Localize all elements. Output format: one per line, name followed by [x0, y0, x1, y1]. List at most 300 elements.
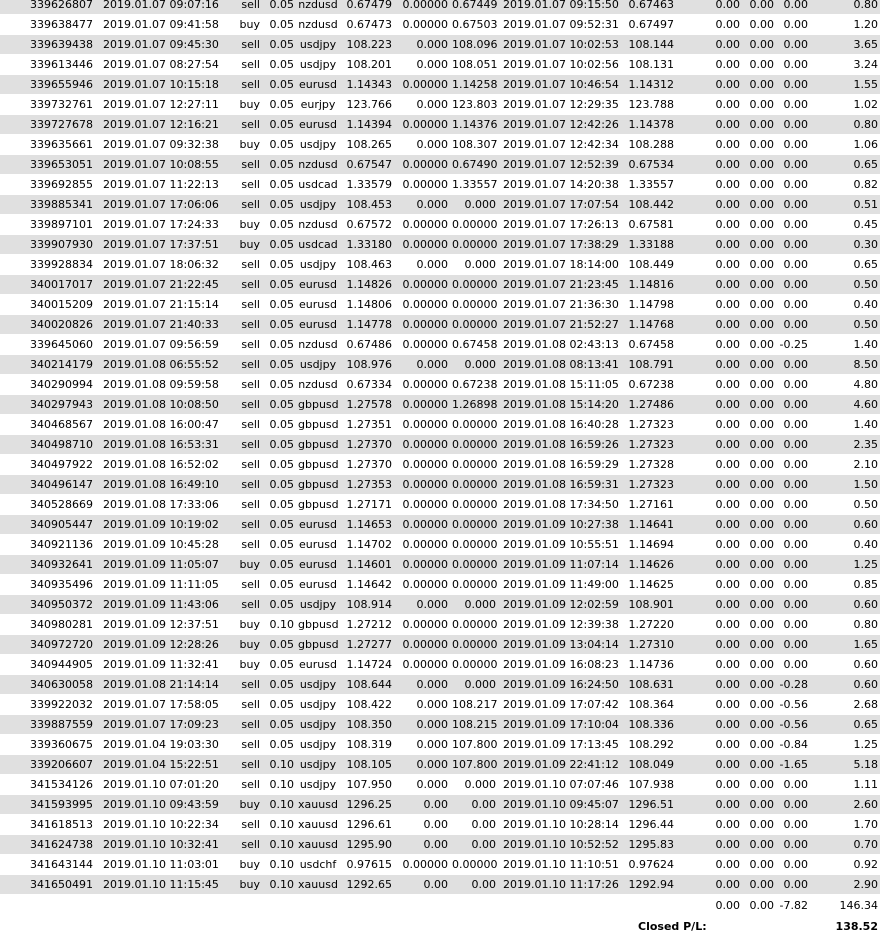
commission-cell: 0.00 — [676, 355, 742, 375]
open-time-cell: 2019.01.07 21:40:33 — [98, 315, 224, 335]
sl-cell: 0.00000 — [394, 315, 450, 335]
profit-cell: 1.20 — [810, 15, 880, 35]
close-time-cell: 2019.01.08 02:43:13 — [498, 335, 624, 355]
type-cell: buy — [224, 615, 262, 635]
commission-cell: 0.00 — [676, 135, 742, 155]
table-row — [0, 115, 880, 135]
open-price-cell: 1.27171 — [340, 495, 394, 515]
tp-cell: 108.096 — [450, 35, 498, 55]
ticket-cell: 340950372 — [0, 595, 98, 615]
swap-cell: 0.00 — [776, 555, 810, 575]
table-row — [0, 775, 880, 795]
item-cell: eurusd — [296, 315, 340, 335]
close-time-cell: 2019.01.07 18:14:00 — [498, 255, 624, 275]
ticket-cell: 339206607 — [0, 755, 98, 775]
taxes-cell: 0.00 — [742, 515, 776, 535]
open-time-cell: 2019.01.07 10:15:18 — [98, 75, 224, 95]
close-price-cell: 0.67463 — [624, 0, 676, 15]
ticket-cell: 340297943 — [0, 395, 98, 415]
swap-cell: 0.00 — [776, 295, 810, 315]
size-cell: 0.10 — [262, 795, 296, 815]
item-cell: xauusd — [296, 835, 340, 855]
commission-cell: 0.00 — [676, 15, 742, 35]
size-cell: 0.10 — [262, 815, 296, 835]
ticket-cell: 339613446 — [0, 55, 98, 75]
taxes-cell: 0.00 — [742, 615, 776, 635]
size-cell: 0.05 — [262, 375, 296, 395]
open-time-cell: 2019.01.09 12:28:26 — [98, 635, 224, 655]
profit-cell: 0.85 — [810, 575, 880, 595]
size-cell: 0.10 — [262, 615, 296, 635]
open-price-cell: 1.27370 — [340, 455, 394, 475]
swap-cell: 0.00 — [776, 795, 810, 815]
sl-cell: 0.00000 — [394, 395, 450, 415]
taxes-cell: 0.00 — [742, 175, 776, 195]
close-price-cell: 1.33557 — [624, 175, 676, 195]
profit-cell: 0.51 — [810, 195, 880, 215]
item-cell: usdjpy — [296, 135, 340, 155]
swap-cell: 0.00 — [776, 655, 810, 675]
profit-cell: 0.60 — [810, 675, 880, 695]
close-price-cell: 108.449 — [624, 255, 676, 275]
tp-cell: 0.00 — [450, 795, 498, 815]
tp-cell: 0.00000 — [450, 415, 498, 435]
close-time-cell: 2019.01.07 12:52:39 — [498, 155, 624, 175]
open-price-cell: 123.766 — [340, 95, 394, 115]
ticket-cell: 339626807 — [0, 0, 98, 15]
type-cell: sell — [224, 175, 262, 195]
tp-cell: 108.215 — [450, 715, 498, 735]
type-cell: sell — [224, 355, 262, 375]
ticket-cell: 339639438 — [0, 35, 98, 55]
close-time-cell: 2019.01.09 12:02:59 — [498, 595, 624, 615]
commission-cell: 0.00 — [676, 295, 742, 315]
item-cell: eurusd — [296, 575, 340, 595]
profit-cell: 2.35 — [810, 435, 880, 455]
open-time-cell: 2019.01.10 07:01:20 — [98, 775, 224, 795]
table-row — [0, 295, 880, 315]
item-cell: gbpusd — [296, 435, 340, 455]
table-row — [0, 455, 880, 475]
open-time-cell: 2019.01.10 10:22:34 — [98, 815, 224, 835]
empty-cell — [262, 916, 296, 935]
taxes-cell: 0.00 — [742, 555, 776, 575]
table-row — [0, 355, 880, 375]
close-price-cell: 1.14641 — [624, 515, 676, 535]
close-time-cell: 2019.01.09 10:27:38 — [498, 515, 624, 535]
tp-cell: 108.307 — [450, 135, 498, 155]
commission-cell: 0.00 — [676, 335, 742, 355]
type-cell: buy — [224, 555, 262, 575]
open-price-cell: 1.27351 — [340, 415, 394, 435]
sl-cell: 0.000 — [394, 355, 450, 375]
taxes-cell: 0.00 — [742, 535, 776, 555]
item-cell: usdjpy — [296, 355, 340, 375]
close-time-cell: 2019.01.09 16:24:50 — [498, 675, 624, 695]
size-cell: 0.05 — [262, 655, 296, 675]
commission-cell: 0.00 — [676, 475, 742, 495]
close-time-cell: 2019.01.07 10:02:53 — [498, 35, 624, 55]
empty-cell — [0, 895, 98, 916]
close-price-cell: 108.901 — [624, 595, 676, 615]
size-cell: 0.05 — [262, 675, 296, 695]
close-time-cell: 2019.01.08 08:13:41 — [498, 355, 624, 375]
swap-cell: 0.00 — [776, 355, 810, 375]
type-cell: sell — [224, 335, 262, 355]
swap-cell: -0.25 — [776, 335, 810, 355]
sl-cell: 0.00000 — [394, 155, 450, 175]
taxes-cell: 0.00 — [742, 35, 776, 55]
open-price-cell: 108.319 — [340, 735, 394, 755]
sl-cell: 0.000 — [394, 55, 450, 75]
swap-cell: 0.00 — [776, 475, 810, 495]
table-row — [0, 575, 880, 595]
empty-cell — [776, 916, 810, 935]
taxes-cell: 0.00 — [742, 375, 776, 395]
total-swap: -7.82 — [776, 895, 810, 916]
item-cell: usdjpy — [296, 695, 340, 715]
item-cell: gbpusd — [296, 635, 340, 655]
item-cell: gbpusd — [296, 615, 340, 635]
empty-cell — [224, 916, 262, 935]
open-price-cell: 108.976 — [340, 355, 394, 375]
size-cell: 0.05 — [262, 95, 296, 115]
close-time-cell: 2019.01.08 16:59:31 — [498, 475, 624, 495]
profit-cell: 0.65 — [810, 255, 880, 275]
open-time-cell: 2019.01.09 11:05:07 — [98, 555, 224, 575]
open-time-cell: 2019.01.07 08:27:54 — [98, 55, 224, 75]
sl-cell: 0.00000 — [394, 75, 450, 95]
open-time-cell: 2019.01.04 15:22:51 — [98, 755, 224, 775]
swap-cell: 0.00 — [776, 815, 810, 835]
close-time-cell: 2019.01.09 13:04:14 — [498, 635, 624, 655]
commission-cell: 0.00 — [676, 255, 742, 275]
ticket-cell: 339360675 — [0, 735, 98, 755]
item-cell: nzdusd — [296, 155, 340, 175]
open-time-cell: 2019.01.07 17:37:51 — [98, 235, 224, 255]
commission-cell: 0.00 — [676, 595, 742, 615]
type-cell: sell — [224, 0, 262, 15]
profit-cell: 0.92 — [810, 855, 880, 875]
open-time-cell: 2019.01.07 17:06:06 — [98, 195, 224, 215]
size-cell: 0.05 — [262, 195, 296, 215]
taxes-cell: 0.00 — [742, 15, 776, 35]
table-row — [0, 475, 880, 495]
sl-cell: 0.00000 — [394, 495, 450, 515]
ticket-cell: 340630058 — [0, 675, 98, 695]
profit-cell: 4.80 — [810, 375, 880, 395]
open-price-cell: 1.27277 — [340, 635, 394, 655]
closed-pl-label: Closed P/L: — [624, 916, 742, 935]
close-time-cell: 2019.01.10 10:52:52 — [498, 835, 624, 855]
open-price-cell: 0.67334 — [340, 375, 394, 395]
open-time-cell: 2019.01.10 11:15:45 — [98, 875, 224, 895]
ticket-cell: 340017017 — [0, 275, 98, 295]
open-time-cell: 2019.01.10 11:03:01 — [98, 855, 224, 875]
taxes-cell: 0.00 — [742, 655, 776, 675]
close-time-cell: 2019.01.08 17:34:50 — [498, 495, 624, 515]
commission-cell: 0.00 — [676, 235, 742, 255]
sl-cell: 0.000 — [394, 95, 450, 115]
commission-cell: 0.00 — [676, 455, 742, 475]
item-cell: usdcad — [296, 175, 340, 195]
open-time-cell: 2019.01.09 10:19:02 — [98, 515, 224, 535]
swap-cell: 0.00 — [776, 235, 810, 255]
ticket-cell: 339692855 — [0, 175, 98, 195]
open-price-cell: 0.67479 — [340, 0, 394, 15]
profit-cell: 0.80 — [810, 0, 880, 15]
profit-cell: 5.18 — [810, 755, 880, 775]
item-cell: eurusd — [296, 115, 340, 135]
ticket-cell: 339928834 — [0, 255, 98, 275]
item-cell: nzdusd — [296, 335, 340, 355]
open-time-cell: 2019.01.07 17:24:33 — [98, 215, 224, 235]
size-cell: 0.05 — [262, 295, 296, 315]
close-time-cell: 2019.01.07 21:23:45 — [498, 275, 624, 295]
taxes-cell: 0.00 — [742, 295, 776, 315]
swap-cell: 0.00 — [776, 255, 810, 275]
type-cell: sell — [224, 35, 262, 55]
size-cell: 0.05 — [262, 435, 296, 455]
profit-cell: 0.60 — [810, 515, 880, 535]
ticket-cell: 340015209 — [0, 295, 98, 315]
swap-cell: 0.00 — [776, 395, 810, 415]
open-price-cell: 1.14601 — [340, 555, 394, 575]
profit-cell: 0.40 — [810, 295, 880, 315]
empty-cell — [624, 895, 676, 916]
item-cell: gbpusd — [296, 395, 340, 415]
commission-cell: 0.00 — [676, 575, 742, 595]
commission-cell: 0.00 — [676, 415, 742, 435]
close-price-cell: 1.14816 — [624, 275, 676, 295]
ticket-cell: 340290994 — [0, 375, 98, 395]
open-time-cell: 2019.01.07 17:09:23 — [98, 715, 224, 735]
table-row — [0, 515, 880, 535]
open-price-cell: 1.14653 — [340, 515, 394, 535]
ticket-cell: 340972720 — [0, 635, 98, 655]
table-row — [0, 595, 880, 615]
close-price-cell: 1.27328 — [624, 455, 676, 475]
tp-cell: 0.00000 — [450, 295, 498, 315]
table-row — [0, 15, 880, 35]
close-price-cell: 1.14694 — [624, 535, 676, 555]
open-time-cell: 2019.01.08 17:33:06 — [98, 495, 224, 515]
close-time-cell: 2019.01.10 11:10:51 — [498, 855, 624, 875]
size-cell: 0.05 — [262, 35, 296, 55]
open-price-cell: 1.33180 — [340, 235, 394, 255]
tp-cell: 107.800 — [450, 735, 498, 755]
swap-cell: 0.00 — [776, 775, 810, 795]
empty-cell — [742, 916, 776, 935]
tp-cell: 123.803 — [450, 95, 498, 115]
taxes-cell: 0.00 — [742, 815, 776, 835]
tp-cell: 0.00000 — [450, 655, 498, 675]
ticket-cell: 341593995 — [0, 795, 98, 815]
type-cell: buy — [224, 875, 262, 895]
close-price-cell: 0.97624 — [624, 855, 676, 875]
type-cell: sell — [224, 715, 262, 735]
item-cell: usdjpy — [296, 675, 340, 695]
taxes-cell: 0.00 — [742, 475, 776, 495]
total-profit: 146.34 — [810, 895, 880, 916]
taxes-cell: 0.00 — [742, 835, 776, 855]
table-row — [0, 855, 880, 875]
size-cell: 0.05 — [262, 55, 296, 75]
swap-cell: 0.00 — [776, 75, 810, 95]
swap-cell: 0.00 — [776, 515, 810, 535]
size-cell: 0.05 — [262, 455, 296, 475]
empty-cell — [498, 895, 624, 916]
open-time-cell: 2019.01.07 12:16:21 — [98, 115, 224, 135]
table-row — [0, 495, 880, 515]
sl-cell: 0.000 — [394, 735, 450, 755]
item-cell: eurjpy — [296, 95, 340, 115]
profit-cell: 1.70 — [810, 815, 880, 835]
open-time-cell: 2019.01.07 09:41:58 — [98, 15, 224, 35]
size-cell: 0.05 — [262, 135, 296, 155]
swap-cell: 0.00 — [776, 375, 810, 395]
open-price-cell: 108.105 — [340, 755, 394, 775]
size-cell: 0.05 — [262, 235, 296, 255]
ticket-cell: 341624738 — [0, 835, 98, 855]
size-cell: 0.05 — [262, 355, 296, 375]
commission-cell: 0.00 — [676, 375, 742, 395]
taxes-cell: 0.00 — [742, 455, 776, 475]
table-row — [0, 35, 880, 55]
size-cell: 0.05 — [262, 535, 296, 555]
open-price-cell: 1.27212 — [340, 615, 394, 635]
empty-cell — [98, 895, 224, 916]
swap-cell: 0.00 — [776, 55, 810, 75]
profit-cell: 0.50 — [810, 275, 880, 295]
tp-cell: 0.000 — [450, 675, 498, 695]
open-time-cell: 2019.01.04 19:03:30 — [98, 735, 224, 755]
sl-cell: 0.00000 — [394, 375, 450, 395]
size-cell: 0.05 — [262, 735, 296, 755]
ticket-cell: 339635661 — [0, 135, 98, 155]
open-time-cell: 2019.01.09 12:37:51 — [98, 615, 224, 635]
open-price-cell: 108.463 — [340, 255, 394, 275]
open-time-cell: 2019.01.07 09:45:30 — [98, 35, 224, 55]
swap-cell: 0.00 — [776, 35, 810, 55]
table-row — [0, 315, 880, 335]
size-cell: 0.05 — [262, 15, 296, 35]
item-cell: nzdusd — [296, 375, 340, 395]
profit-cell: 0.60 — [810, 655, 880, 675]
taxes-cell: 0.00 — [742, 575, 776, 595]
type-cell: sell — [224, 75, 262, 95]
item-cell: gbpusd — [296, 475, 340, 495]
commission-cell: 0.00 — [676, 555, 742, 575]
swap-cell: -0.56 — [776, 695, 810, 715]
tp-cell: 108.217 — [450, 695, 498, 715]
commission-cell: 0.00 — [676, 815, 742, 835]
tp-cell: 0.00000 — [450, 495, 498, 515]
ticket-cell: 339655946 — [0, 75, 98, 95]
taxes-cell: 0.00 — [742, 0, 776, 15]
close-time-cell: 2019.01.08 16:59:26 — [498, 435, 624, 455]
sl-cell: 0.000 — [394, 35, 450, 55]
open-price-cell: 1.27370 — [340, 435, 394, 455]
open-time-cell: 2019.01.07 09:32:38 — [98, 135, 224, 155]
type-cell: sell — [224, 415, 262, 435]
close-time-cell: 2019.01.08 15:14:20 — [498, 395, 624, 415]
close-price-cell: 0.67238 — [624, 375, 676, 395]
type-cell: sell — [224, 575, 262, 595]
size-cell: 0.05 — [262, 255, 296, 275]
size-cell: 0.05 — [262, 115, 296, 135]
swap-cell: 0.00 — [776, 115, 810, 135]
close-price-cell: 108.131 — [624, 55, 676, 75]
open-price-cell: 107.950 — [340, 775, 394, 795]
commission-cell: 0.00 — [676, 635, 742, 655]
table-row — [0, 675, 880, 695]
tp-cell: 0.00000 — [450, 475, 498, 495]
tp-cell: 0.67458 — [450, 335, 498, 355]
commission-cell: 0.00 — [676, 675, 742, 695]
swap-cell: 0.00 — [776, 875, 810, 895]
close-price-cell: 1.14626 — [624, 555, 676, 575]
commission-cell: 0.00 — [676, 495, 742, 515]
table-row — [0, 635, 880, 655]
swap-cell: -0.84 — [776, 735, 810, 755]
commission-cell: 0.00 — [676, 615, 742, 635]
table-row — [0, 155, 880, 175]
size-cell: 0.05 — [262, 555, 296, 575]
close-time-cell: 2019.01.09 17:10:04 — [498, 715, 624, 735]
item-cell: usdjpy — [296, 35, 340, 55]
open-time-cell: 2019.01.08 16:52:02 — [98, 455, 224, 475]
swap-cell: 0.00 — [776, 0, 810, 15]
open-price-cell: 108.350 — [340, 715, 394, 735]
close-time-cell: 2019.01.10 11:17:26 — [498, 875, 624, 895]
total-taxes: 0.00 — [742, 895, 776, 916]
profit-cell: 3.65 — [810, 35, 880, 55]
table-row — [0, 55, 880, 75]
sl-cell: 0.000 — [394, 775, 450, 795]
close-price-cell: 123.788 — [624, 95, 676, 115]
commission-cell: 0.00 — [676, 855, 742, 875]
sl-cell: 0.00000 — [394, 0, 450, 15]
ticket-cell: 340214179 — [0, 355, 98, 375]
ticket-cell: 341650491 — [0, 875, 98, 895]
size-cell: 0.10 — [262, 835, 296, 855]
profit-cell: 0.65 — [810, 715, 880, 735]
tp-cell: 0.00 — [450, 835, 498, 855]
sl-cell: 0.00 — [394, 815, 450, 835]
taxes-cell: 0.00 — [742, 855, 776, 875]
tp-cell: 0.00000 — [450, 455, 498, 475]
size-cell: 0.05 — [262, 335, 296, 355]
sl-cell: 0.00000 — [394, 115, 450, 135]
size-cell: 0.05 — [262, 495, 296, 515]
swap-cell: 0.00 — [776, 835, 810, 855]
item-cell: xauusd — [296, 875, 340, 895]
open-price-cell: 1.14394 — [340, 115, 394, 135]
type-cell: sell — [224, 315, 262, 335]
size-cell: 0.05 — [262, 155, 296, 175]
profit-cell: 0.65 — [810, 155, 880, 175]
table-row — [0, 275, 880, 295]
open-price-cell: 1.14778 — [340, 315, 394, 335]
item-cell: eurusd — [296, 515, 340, 535]
item-cell: eurusd — [296, 655, 340, 675]
type-cell: sell — [224, 395, 262, 415]
tp-cell: 0.00 — [450, 815, 498, 835]
close-price-cell: 0.67581 — [624, 215, 676, 235]
table-row — [0, 255, 880, 275]
close-price-cell: 108.049 — [624, 755, 676, 775]
